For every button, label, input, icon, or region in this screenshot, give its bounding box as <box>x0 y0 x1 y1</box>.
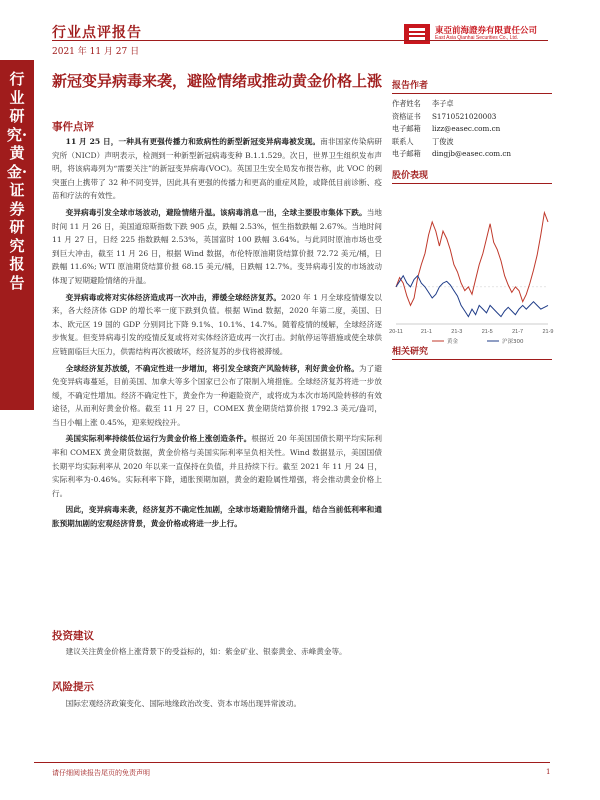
event-body <box>52 135 382 534</box>
author-info-row <box>392 136 552 149</box>
author-info-value[interactable]: dingjb@easec.com.cn <box>432 149 512 158</box>
chart-x-tick-label: 21-9 <box>542 329 554 335</box>
author-info-value[interactable]: lizz@easec.com.cn <box>432 124 501 133</box>
author-info-label: 电子邮箱 <box>392 149 421 158</box>
event-paragraph <box>52 135 382 203</box>
event-paragraph <box>52 291 382 359</box>
chart-x-tick-label: 21-7 <box>512 329 524 335</box>
author-info-row <box>392 123 552 136</box>
event-paragraph-text: 为了避免变异病毒蔓延，目前美国、加拿大等多个国家已公布了限制入境措施。全球经济复苏将进一步放缓，不确定性增加。经济不确定性下，黄金作为一种避险资产，或将成为本次市场风险转移的有效途径，从而利好黄金价格。截至 11 月 27 日，COMEX 黄金期货结算价报 1792.3 美元/盎司，当日小幅上涨 0.45%，迎来短线拉升。 <box>52 363 382 427</box>
chart-legend-label: 沪深300 <box>502 339 524 345</box>
stock-performance-chart <box>389 188 554 348</box>
chart-heading: 股价表现 <box>392 168 552 184</box>
category-band-text: 行业研究·黄金·证券研究报告 <box>6 70 28 292</box>
event-paragraph-text: 当地时间 11 月 26 日，美国道琼斯指数下跌 905 点，跌幅 2.53%，恒生指数跌幅 2.67%。当地时间 11 月 27 日，日经 225 指数跌幅 2.53%，英国富时 100 跌幅 3.64%。与此同时原油市场也受到巨大冲击，截至 11 月 26 日，根据 Wind 数据，布伦特原油期货结算价报 72.72 美元/桶，日跌幅 11.6%; WTI 原油期货结算价报 68.15 美元/桶，日跌幅 12.7%。变异病毒引发的市场波动体现了短期避险情绪的升温。 <box>52 207 382 285</box>
footer-disclaimer: 请仔细阅读报告尾页的免责声明 <box>52 769 150 777</box>
author-info-label: 资格证书 <box>392 111 421 121</box>
author-info-label: 电子邮箱 <box>392 124 421 133</box>
event-paragraph-lead: 因此，变异病毒来袭，经济复苏不确定性加剧，全球市场避险情绪升温，结合当前低利率和通胀预期加剧的宏观经济背景，黄金价格或将进一步上行。 <box>52 505 382 529</box>
event-paragraph-lead: 美国实际利率持续低位运行为黄金价格上涨创造条件。 <box>65 434 252 444</box>
event-paragraph-text: 根据近 20 年美国国债长期平均实际利率和 COMEX 黄金期货数据，黄金价格与美国实际利率呈负相关性。Wind 数据显示，美国国债长期平均实际利率从 2020 年以来一直保持在负值，并且持续下行。截至 2021 年 11 月 24 日，实际利率为-0.46%。实际利率下降，通胀预期加剧，黄金的避险属性增强，将会推动黄金价格上行。 <box>52 434 382 498</box>
event-paragraph <box>52 206 382 288</box>
author-info-value: S1710521020003 <box>432 111 497 121</box>
author-rows <box>392 98 552 161</box>
author-info-row <box>392 148 552 161</box>
chart-series-line <box>396 213 548 306</box>
event-paragraph-lead: 11 月 25 日，一种具有更强传播力和致病性的新型新冠变异病毒被发现。 <box>65 137 321 146</box>
event-paragraph-lead: 全球经济复苏放缓，不确定性进一步增加，将引发全球资产风险转移，利好黄金价格。 <box>65 363 359 373</box>
related-panel <box>392 344 552 360</box>
author-info-label: 作者姓名 <box>392 99 421 108</box>
page-number: 1 <box>546 768 551 776</box>
advice-body <box>52 645 382 662</box>
chart-legend-label: 黄金 <box>447 339 459 345</box>
author-panel <box>392 78 552 161</box>
event-paragraph <box>52 503 382 530</box>
author-info-label: 联系人 <box>392 136 414 146</box>
event-paragraph-lead: 变异病毒或将对实体经济造成再一次冲击，滞缓全球经济复苏。 <box>65 292 282 302</box>
chart-x-tick-label: 21-3 <box>451 329 463 335</box>
risk-body <box>52 697 382 714</box>
header-divider <box>52 40 548 41</box>
event-heading: 事件点评 <box>52 121 94 133</box>
event-paragraph-text: 南非国家传染病研究所（NICD）声明表示，检测到一种新型新冠病毒变种 B.1.1.529。次日，世界卫生组织发布声明，将该病毒列为“需要关注”的新冠变异病毒(VOC)。英国卫生安全局发布报告称，此 VOC 的刺突蛋白上携带了 32 种不同变异，因此具有更强的传播力和更高的重症风险，或降低目前诊断、疫苗和疗法的有效性。 <box>52 137 382 201</box>
related-heading: 相关研究 <box>392 344 552 360</box>
event-paragraph-text: 2020 年 1 月全球疫情爆发以来，各大经济体 GDP 的增长率一度下跌到负值。根据 Wind 数据，2020 年第二度，美国、日本、欧元区 19 国的 GDP 分别同比下降 9.1%、10.1%、14.7%。随着疫情的缓解，全球经济逐步恢复。但变异病毒引发的疫情反复或将对实体经济造成再一次打击。封航停运等措施或使全球供应链面临巨大压力，供需结构再次被破坏，经济复苏的步伐将被滞缓。 <box>52 292 382 356</box>
event-paragraph-lead: 变异病毒引发全球市场波动，避险情绪升温。该病毒消息一出，全球主要股市集体下跌。 <box>65 207 367 217</box>
logo-mark-icon <box>404 24 430 44</box>
footer-divider <box>34 762 550 763</box>
report-type-title: 行业点评报告 <box>52 25 142 41</box>
event-paragraph <box>52 362 382 430</box>
chart-x-tick-label: 21-5 <box>481 329 493 335</box>
advice-heading: 投资建议 <box>52 630 94 642</box>
author-info-value: 李子卓 <box>432 99 454 108</box>
report-date: 2021 年 11 月 27 日 <box>52 47 140 57</box>
chart-x-tick-label: 20-11 <box>389 329 403 335</box>
logo-name-cn: 東亞前海證券有限責任公司 <box>435 26 538 36</box>
logo-name-en: East Asia Qianhai Securities Co., Ltd. <box>435 35 519 41</box>
event-paragraph <box>52 432 382 500</box>
author-info-value: 丁俊波 <box>432 136 454 146</box>
report-title: 新冠变异病毒来袭，避险情绪或推动黄金价格上涨 <box>52 72 383 90</box>
chart-x-tick-label: 21-1 <box>420 329 432 335</box>
advice-text: 建议关注黄金价格上涨背景下的受益标的，如：紫金矿业、银泰黄金、赤峰黄金等。 <box>65 647 347 656</box>
author-info-row <box>392 98 552 111</box>
stock-chart-panel <box>389 168 554 348</box>
risk-heading: 风险提示 <box>52 681 94 693</box>
author-heading: 报告作者 <box>392 78 552 94</box>
author-info-row <box>392 111 552 124</box>
company-logo <box>404 22 554 46</box>
risk-text: 国际宏观经济政策变化、国际地缘政治改变、资本市场出现异常波动。 <box>65 699 302 708</box>
